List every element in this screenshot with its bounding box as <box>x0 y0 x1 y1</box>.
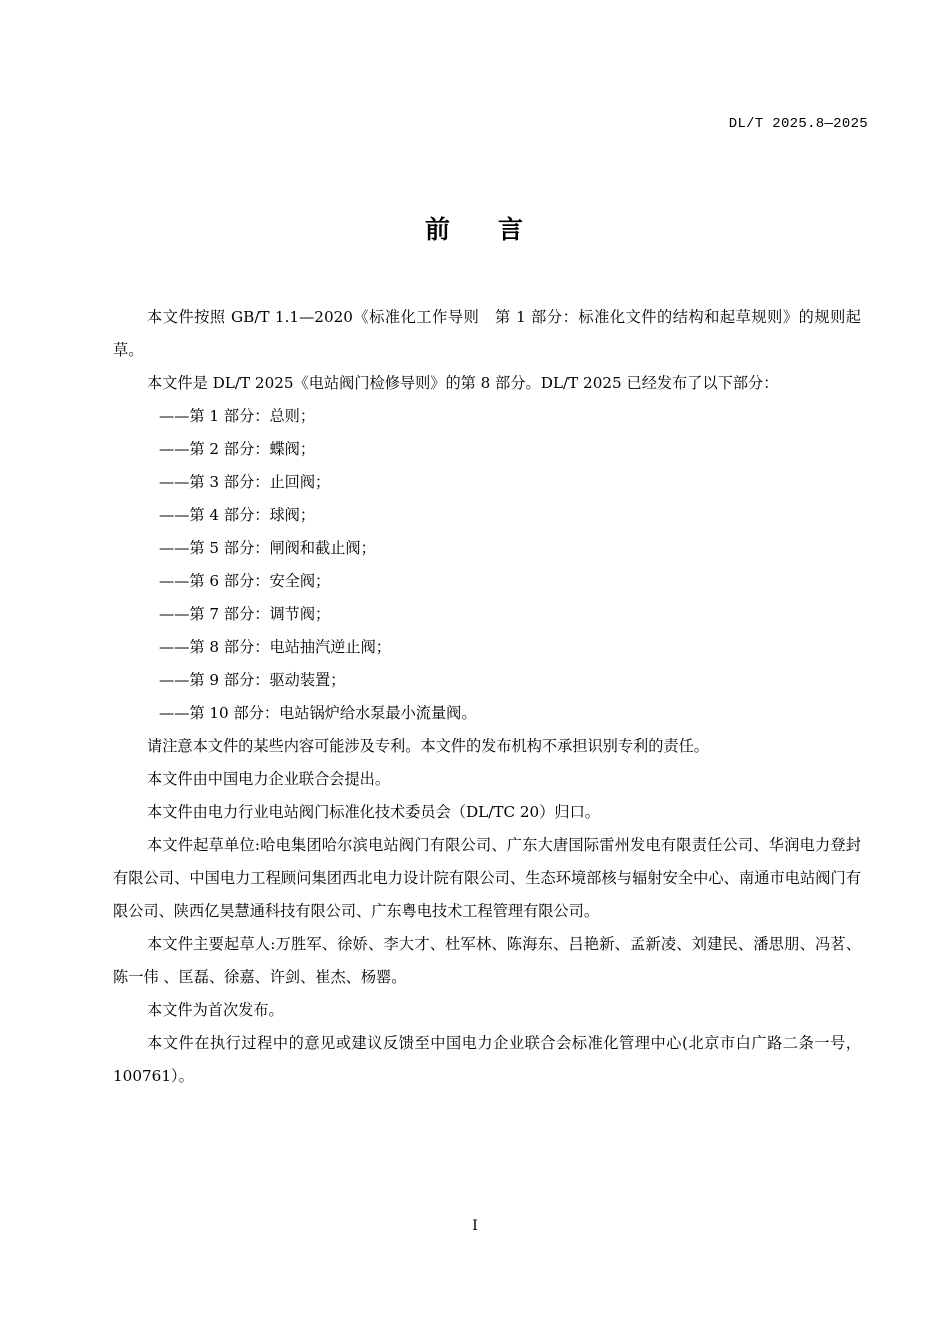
list-item: ——第 7 部分：调节阀； <box>159 605 331 623</box>
paragraph-drafting-units: 本文件起草单位:哈电集团哈尔滨电站阀门有限公司、广东大唐国际雷州发电有限责任公司、华润电力登封有限公司、中国电力工程顾问集团西北电力设计院有限公司、生态环境部核与辐射安全中心、南通市电站阀门有限公司、陕西亿昊慧通科技有限公司、广东粤电技术工程管理有限公司。 <box>113 836 861 920</box>
title-char-2: 言 <box>498 215 526 244</box>
list-item: ——第 9 部分：驱动装置； <box>159 671 346 689</box>
paragraph-first-release: 本文件为首次发布。 <box>147 1001 284 1019</box>
paragraph-drafters: 本文件主要起草人:万胜军、徐娇、李大才、杜军林、陈海东、吕艳新、孟新凌、刘建民、潘思朋、冯茗、陈一伟 、匡磊、徐嘉、许剑、崔杰、杨罂。 <box>113 935 861 986</box>
list-item: ——第 10 部分：电站锅炉给水泵最小流量阀。 <box>159 704 477 722</box>
list-item: ——第 6 部分：安全阀； <box>159 572 331 590</box>
list-item: ——第 1 部分：总则； <box>159 407 316 425</box>
paragraph-part-intro: 本文件是 DL/T 2025《电站阀门检修导则》的第 8 部分。DL/T 2025 已经发布了以下部分： <box>147 374 779 392</box>
page-number: I <box>472 1218 478 1234</box>
page-title <box>0 210 950 246</box>
paragraph-feedback: 本文件在执行过程中的意见或建议反馈至中国电力企业联合会标准化管理中心(北京市白广路二条一号，100761）。 <box>113 1034 861 1085</box>
parts-list <box>113 400 861 730</box>
document-code-header: DL/T 2025.8—2025 <box>728 116 868 132</box>
paragraph-patent-notice: 请注意本文件的某些内容可能涉及专利。本文件的发布机构不承担识别专利的责任。 <box>147 737 709 755</box>
title-char-1: 前 <box>424 215 452 244</box>
list-item: ——第 3 部分：止回阀； <box>159 473 331 491</box>
list-item: ——第 8 部分：电站抽汽逆止阀； <box>159 638 391 656</box>
foreword-body <box>113 301 861 1093</box>
paragraph-technical-committee: 本文件由电力行业电站阀门标准化技术委员会（DL/TC 20）归口。 <box>147 803 600 821</box>
paragraph-proposer: 本文件由中国电力企业联合会提出。 <box>147 770 390 788</box>
list-item: ——第 4 部分：球阀； <box>159 506 316 524</box>
list-item: ——第 5 部分：闸阀和截止阀； <box>159 539 376 557</box>
paragraph-drafting-rules: 本文件按照 GB/T 1.1—2020《标准化工作导则 第 1 部分：标准化文件的结构和起草规则》的规则起草。 <box>113 308 861 359</box>
list-item: ——第 2 部分：蝶阀； <box>159 440 316 458</box>
